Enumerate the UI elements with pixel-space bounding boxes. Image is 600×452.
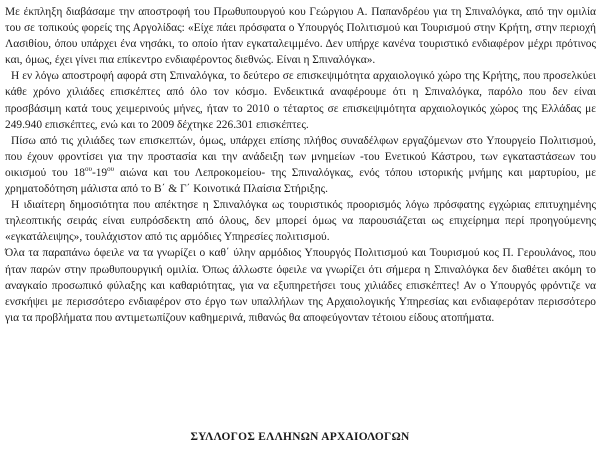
- signature-association: ΣΥΛΛΟΓΟΣ ΕΛΛΗΝΩΝ ΑΡΧΑΙΟΛΟΓΩΝ: [190, 431, 410, 443]
- paragraph-tv-series-publicity: Η ιδιαίτερη δημοσιότητα που απέκτησε η Σπιναλόγκα ως τουριστικός προορισμός λόγω πρόσφατης εγχώριας επιτυχημένης τηλεοπτικής σειράς είναι ευπρόσδεκτη από όλους, δεν μπορεί όμως να παρουσιάζεται ως επιχείρημα περί προηγούμενης «εγκατάλειψης», τουλάχιστον από τις αρμόδιες Υπηρεσίες πολιτισμού.: [5, 199, 596, 244]
- century-suffix-1: ου: [84, 165, 92, 174]
- paragraph-minister-criticism: Όλα τα παραπάνω όφειλε να τα γνωρίζει ο καθ΄ ύλην αρμόδιος Υπουργός Πολιτισμού και Τουρισμού κος Π. Γερουλάνος, που ήταν παρών στην πρωθυπουργική ομιλία. Όπως άλλωστε όφειλε να γνωρίζει ότι σήμερα η Σπιναλόγκα δεν διαθέτει ακόμη το αναγκαίο προσωπικό φύλαξης και καθαριότητας, για να εξυπηρετήσει τους χιλιάδες επισκέπτες! Αν ο Υπουργός φρόντιζε να ενσκήψει με περισσότερο ενδιαφέρον στο έργο των υπαλλήλων της Αρχαιολογικής Υπηρεσίας και ενδιαφερόταν περισσότερο για τα προβλήματα που αντιμετωπίζουν καθημερινά, πιθανώς θα αποφεύγονταν τέτοιου είδους ατοπήματα.: [5, 247, 596, 324]
- paragraph-ministry-staff-text-c: αιώνα και του Λεπροκομείου- της Σπιναλόγκας, ενός τόπου ιστορικής μνήμης και μαρτυρίου, με χρηματοδότηση μάλιστα από το Β΄ & Γ΄ Κοινοτικά Πλαίσια Στήριξης.: [5, 166, 596, 196]
- century-suffix-2: ου: [107, 165, 115, 174]
- paragraph-ministry-staff-text-a: Πίσω από τις χιλιάδες των επισκεπτών, όμως, υπάρχει επίσης πλήθος συναδέλφων εργαζόμενων στο Υπουργείο Πολιτισμού, που έχουν φροντίσει για την προστασία και την ανάδειξη των μνημείων -του Ενετικού Κάστρου, των εγκαταστάσεων του οικισμού του 18: [5, 134, 596, 179]
- paragraph-ministry-staff-text-b: -19: [91, 166, 108, 179]
- paragraph-spinalonga-visitors: Η εν λόγω αποστροφή αφορά στη Σπιναλόγκα, το δεύτερο σε επισκεψιμότητα αρχαιολογικό χώρο της Κρήτης, που προσελκύει κάθε χρόνο χιλιάδες επισκέπτες από όλο τον κόσμο. Ενδεικτικά αναφέρουμε ότι η Σπιναλόγκα, παρόλο που δεν είναι προσβάσιμη κατά τους χειμερινούς μήνες, ήταν το 2010 ο τέταρτος σε επισκεψιμότητα αρχαιολογικός χώρος της Ελλάδας με 249.940 επισκέπτες, ενώ και το 2009 δέχτηκε 226.301 επισκέπτες.: [5, 70, 596, 131]
- paragraph-ministry-staff: [5, 133, 596, 197]
- paragraph-pm-quote: Με έκπληξη διαβάσαμε την αποστροφή του Πρωθυπουργού κου Γεώργιου Α. Παπανδρέου για τη Σπιναλόγκα, από την ομιλία του σε τοπικούς φορείς της Αργολίδας: «Είχε πάει πρόσφατα ο Υπουργός Πολιτισμού και Τουρισμού στην Κρήτη, στην περιοχή Λασιθίου, όπου υπάρχει ένα νησάκι, το οποίο ήταν εγκαταλειμμένο. Δεν υπήρχε κανένα τουριστικό ενδιαφέρον μέχρι πρότινος και, όμως, έχει γίνει πια επίκεντρο ενδιαφέροντος διεθνώς. Είναι η Σπιναλόγκα».: [5, 6, 596, 67]
